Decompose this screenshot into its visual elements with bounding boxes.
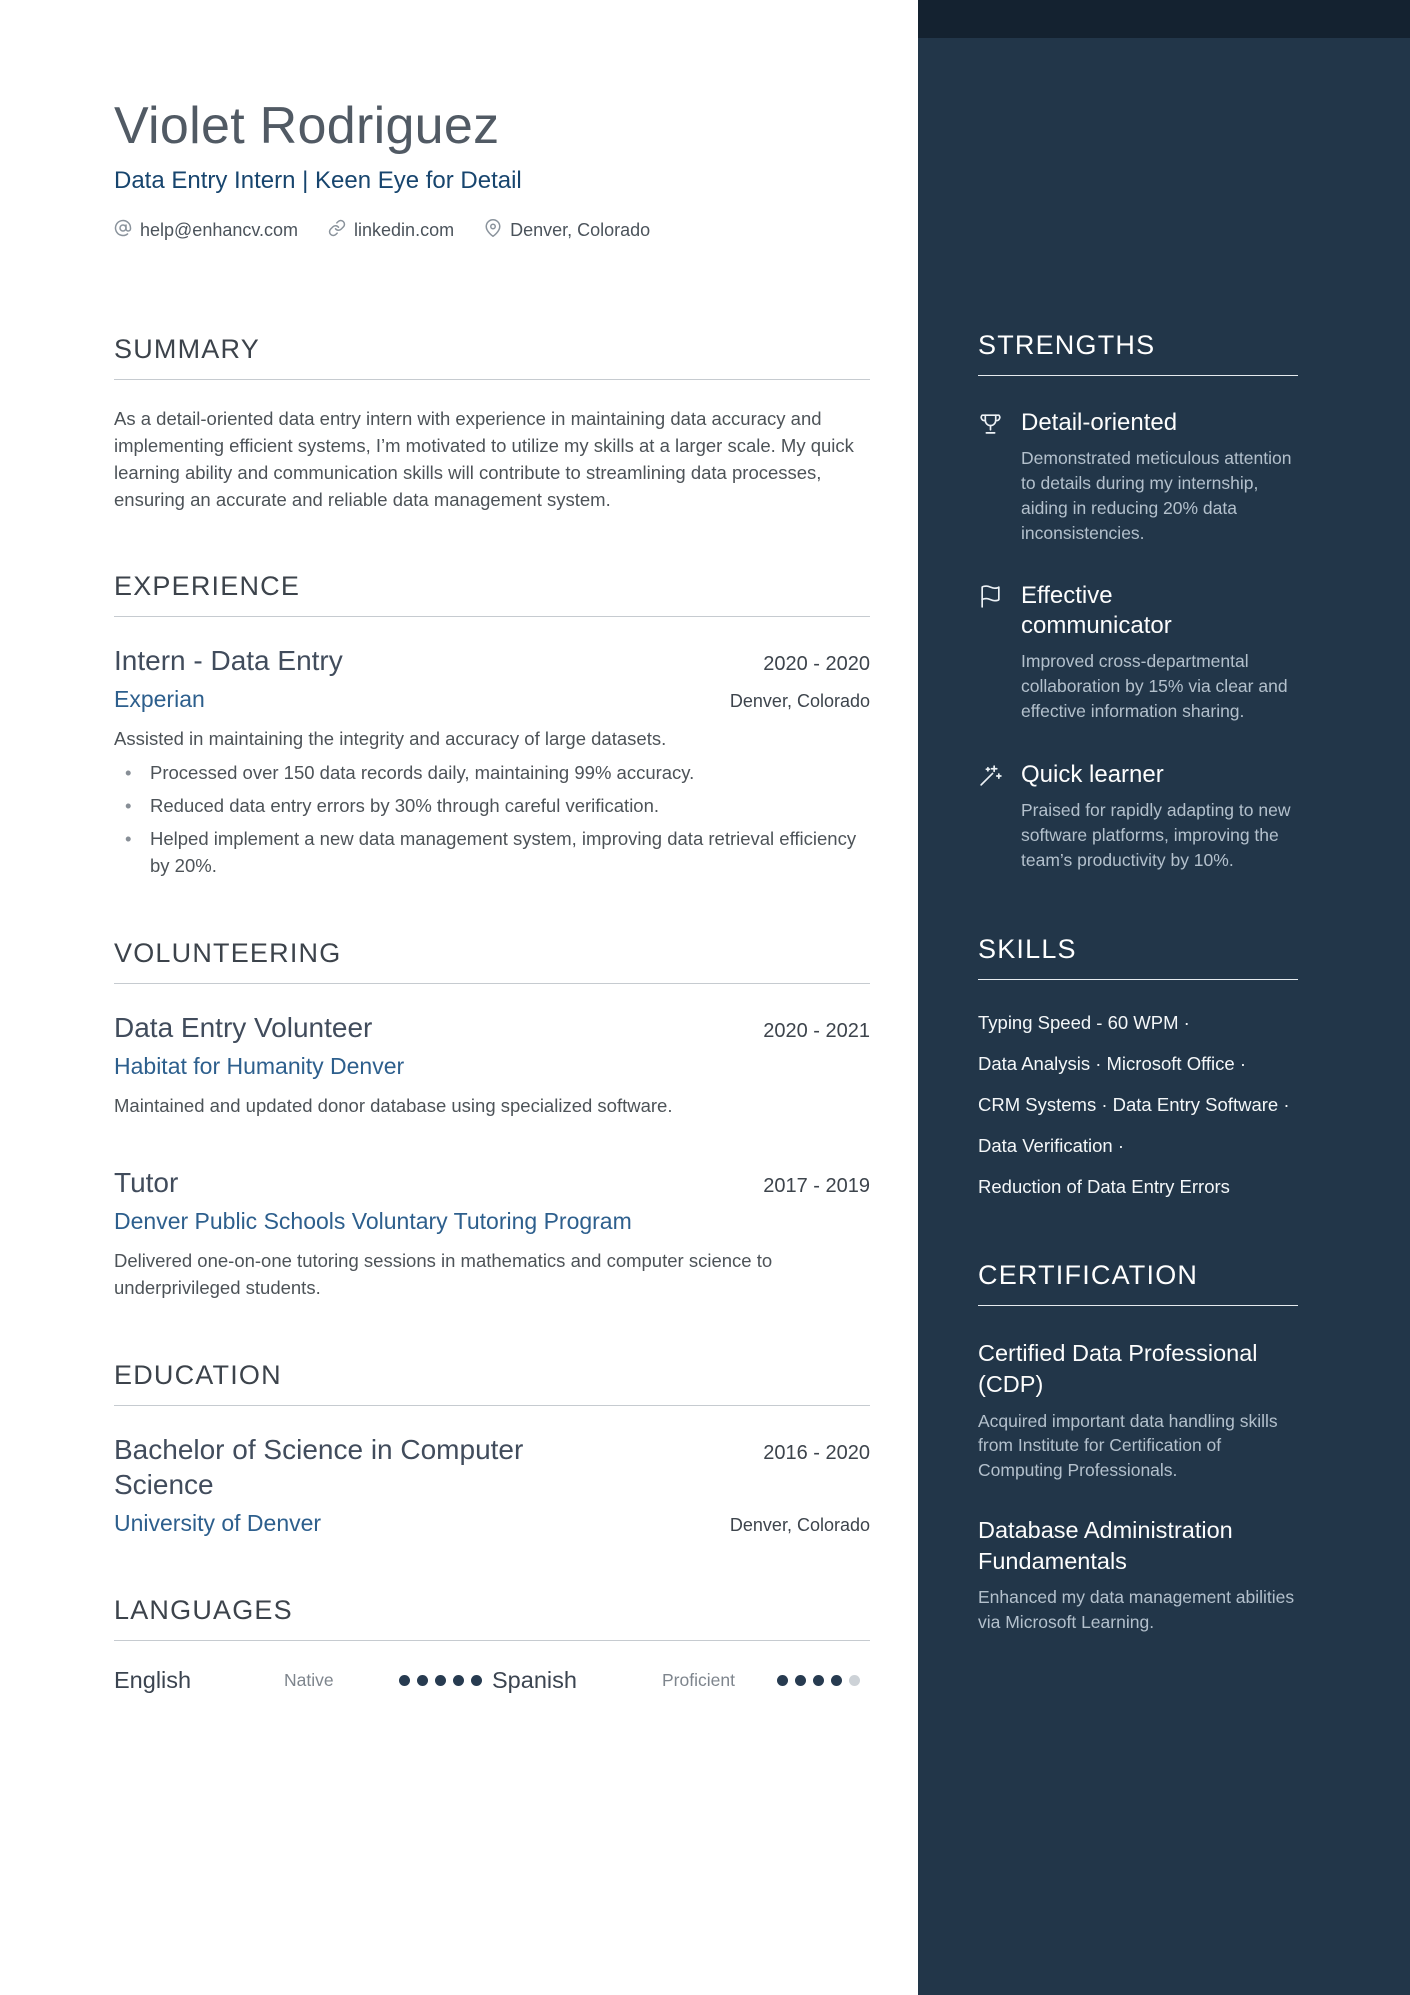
- strength-title: Detail-oriented: [1021, 409, 1178, 436]
- proficiency-dot: [777, 1675, 788, 1686]
- volunteering-item: [114, 1010, 870, 1120]
- experience-section: [114, 571, 870, 879]
- experience-role: Intern - Data Entry: [114, 645, 343, 677]
- link-icon: [328, 219, 346, 242]
- strength-title: Effective communicator: [1021, 582, 1172, 640]
- skill-line: Reduction of Data Entry Errors: [978, 1176, 1230, 1198]
- contact-location: [484, 219, 650, 242]
- strength-item: [978, 581, 1298, 724]
- language-level: Native: [284, 1669, 334, 1690]
- experience-bullet-list: [114, 760, 870, 879]
- experience-dates: 2020 - 2020: [763, 653, 870, 676]
- experience-company: Experian: [114, 686, 205, 713]
- resume-sidebar: [918, 0, 1410, 1995]
- languages-heading: LANGUAGES: [114, 1595, 870, 1641]
- language-item: [492, 1667, 870, 1694]
- strength-text: Improved cross-departmental collaboration by 15% via clear and effective information sharing.: [1021, 651, 1288, 722]
- skills-heading: SKILLS: [978, 934, 1298, 980]
- strengths-section: [978, 330, 1298, 872]
- volunteering-role: Data Entry Volunteer: [114, 1011, 373, 1043]
- education-school: University of Denver: [114, 1509, 322, 1536]
- skill-line: CRM Systems · Data Entry Software ·: [978, 1094, 1290, 1116]
- contact-email-text: help@enhancv.com: [140, 220, 299, 241]
- volunteering-dates: 2017 - 2019: [763, 1175, 870, 1198]
- strength-text: Praised for rapidly adapting to new software platforms, improving the team’s productivity by 10%.: [1021, 799, 1291, 870]
- experience-location: Denver, Colorado: [729, 691, 870, 712]
- certification-section: [978, 1260, 1298, 1634]
- experience-bullet: • Helped implement a new data management system, improving data retrieval efficiency by 20%.: [114, 826, 870, 880]
- proficiency-dot: [795, 1675, 806, 1686]
- education-section: [114, 1360, 870, 1537]
- volunteering-section: [114, 938, 870, 1302]
- volunteering-role: Tutor: [114, 1167, 179, 1199]
- experience-heading: EXPERIENCE: [114, 571, 870, 617]
- certification-title: Certified Data Professional (CDP): [978, 1340, 1258, 1397]
- language-proficiency-dots: [399, 1675, 482, 1686]
- volunteering-item: [114, 1165, 870, 1302]
- at-icon: [114, 219, 132, 242]
- languages-section: [114, 1595, 870, 1694]
- certification-item: [978, 1338, 1298, 1483]
- skill-line: Data Verification ·: [978, 1135, 1125, 1157]
- flag-icon: [978, 581, 1004, 724]
- proficiency-dot: [453, 1675, 464, 1686]
- proficiency-dot: [813, 1675, 824, 1686]
- proficiency-dot: [471, 1675, 482, 1686]
- experience-item: [114, 643, 870, 879]
- experience-bullet: • Reduced data entry errors by 30% through careful verification.: [114, 793, 870, 820]
- summary-heading: SUMMARY: [114, 334, 870, 380]
- wand-icon: [978, 760, 1004, 873]
- experience-description: Assisted in maintaining the integrity and accuracy of large datasets.: [114, 728, 667, 750]
- summary-section: [114, 334, 870, 513]
- contact-linkedin-text: linkedin.com: [354, 220, 455, 241]
- summary-text: As a detail-oriented data entry intern with experience in maintaining data accuracy and implementing efficient systems, I’m motivated to utilize my skills at a larger scale. My quick learning ability and communication skills will contribute to streamlining data processes, ensuring an accurate and reliable data management system.: [114, 408, 854, 510]
- volunteering-org: Denver Public Schools Voluntary Tutoring Program: [114, 1208, 632, 1235]
- skill-line: Typing Speed - 60 WPM ·: [978, 1012, 1190, 1034]
- volunteering-heading: VOLUNTEERING: [114, 938, 870, 984]
- language-item: [114, 1667, 492, 1694]
- education-degree: Bachelor of Science in Computer Science: [114, 1433, 524, 1500]
- contact-row: [114, 219, 870, 242]
- proficiency-dot: [849, 1675, 860, 1686]
- job-title: Data Entry Intern | Keen Eye for Detail: [114, 167, 522, 195]
- certification-heading: CERTIFICATION: [978, 1260, 1298, 1306]
- language-proficiency-dots: [777, 1675, 860, 1686]
- proficiency-dot: [399, 1675, 410, 1686]
- volunteering-org: Habitat for Humanity Denver: [114, 1052, 405, 1079]
- contact-location-text: Denver, Colorado: [510, 220, 651, 241]
- certification-text: Enhanced my data management abilities via Microsoft Learning.: [978, 1587, 1295, 1632]
- strengths-heading: STRENGTHS: [978, 330, 1298, 376]
- proficiency-dot: [831, 1675, 842, 1686]
- languages-row: [114, 1667, 870, 1694]
- strength-text: Demonstrated meticulous attention to details during my internship, aiding in reducing 20% data inconsistencies.: [1021, 448, 1292, 543]
- education-dates: 2016 - 2020: [763, 1441, 870, 1464]
- certification-title: Database Administration Fundamentals: [978, 1517, 1233, 1574]
- skill-line: Data Analysis · Microsoft Office ·: [978, 1053, 1246, 1075]
- person-name: Violet Rodriguez: [114, 97, 500, 155]
- volunteering-dates: 2020 - 2021: [763, 1019, 870, 1042]
- proficiency-dot: [417, 1675, 428, 1686]
- certification-text: Acquired important data handling skills from Institute for Certification of Computing Professionals.: [978, 1410, 1278, 1481]
- strength-item: [978, 408, 1298, 545]
- sidebar-top-strip: [918, 0, 1410, 38]
- strength-title: Quick learner: [1021, 760, 1164, 788]
- proficiency-dot: [435, 1675, 446, 1686]
- experience-bullet: • Processed over 150 data records daily, maintaining 99% accuracy.: [114, 760, 870, 787]
- location-icon: [484, 219, 502, 242]
- strength-item: [978, 760, 1298, 873]
- language-name: English: [114, 1666, 192, 1693]
- volunteering-description: Delivered one-on-one tutoring sessions in mathematics and computer science to underprivileged students.: [114, 1250, 773, 1299]
- skills-section: [978, 934, 1298, 1198]
- language-name: Spanish: [492, 1666, 577, 1693]
- education-heading: EDUCATION: [114, 1360, 870, 1406]
- contact-linkedin[interactable]: [328, 219, 454, 242]
- contact-email[interactable]: [114, 219, 298, 242]
- certification-item: [978, 1515, 1298, 1635]
- education-item: [114, 1432, 870, 1537]
- volunteering-description: Maintained and updated donor database using specialized software.: [114, 1094, 673, 1116]
- education-location: Denver, Colorado: [729, 1514, 870, 1535]
- resume-header: [114, 98, 870, 242]
- trophy-icon: [978, 408, 1004, 545]
- language-level: Proficient: [662, 1669, 735, 1690]
